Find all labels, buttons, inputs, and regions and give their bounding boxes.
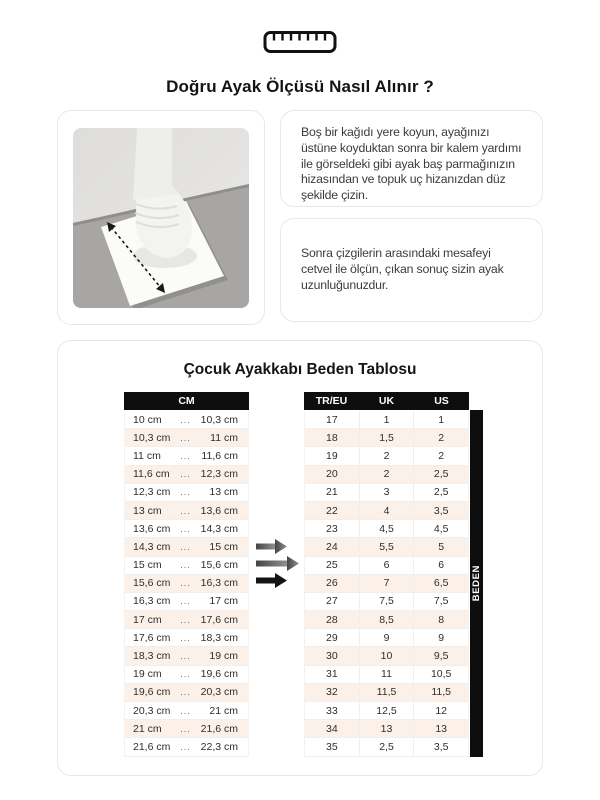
foot-measure-photo <box>73 128 249 308</box>
size-value-cell: 13 <box>413 720 468 737</box>
beden-side-label-text: BEDEN <box>471 565 482 602</box>
cm-to-value: 17,6 cm <box>200 613 238 626</box>
cm-separator: ... <box>180 560 191 571</box>
cm-table-header: CM <box>124 392 249 410</box>
cm-separator: ... <box>180 523 191 534</box>
size-value-cell: 6,5 <box>413 575 468 592</box>
size-value-cell: 4 <box>359 502 414 519</box>
size-value-cell: 2 <box>359 447 414 464</box>
cm-table-row <box>125 738 248 756</box>
cm-table-row <box>125 502 248 520</box>
size-value-cell: 20 <box>325 468 338 481</box>
cm-table-row <box>125 557 248 575</box>
instruction-step-1: Boş bir kağıdı yere koyun, ayağınızı üstüne koyduktan sonra bir kalem yardımı ile görseldeki gibi ayak baş parmağınızın hizasından ve topuk uç hizanızdan düz şekilde çizin. <box>280 110 543 207</box>
ruler-icon <box>263 30 337 59</box>
size-table-header-cell: TR/EU <box>315 395 348 407</box>
size-value-cell: 2,5 <box>359 738 414 755</box>
instruction-text-column <box>280 110 543 325</box>
cm-separator: ... <box>180 469 191 480</box>
size-value-cell: 6 <box>413 557 468 574</box>
size-value-cell: 21 <box>325 486 338 499</box>
cm-to-value: 14,3 cm <box>200 522 238 535</box>
size-table-row <box>305 557 468 575</box>
cm-from-value: 11 cm <box>133 449 161 462</box>
cm-to-value: 19 cm <box>209 650 238 663</box>
cm-to-value: 18,3 cm <box>200 631 238 644</box>
cm-from-value: 11,6 cm <box>133 468 170 481</box>
cm-separator: ... <box>180 450 191 461</box>
cm-from-value: 19 cm <box>133 668 162 681</box>
cm-to-value: 21 cm <box>209 704 238 717</box>
cm-to-value: 10,3 cm <box>200 413 238 426</box>
size-value-cell: 32 <box>325 686 338 699</box>
cm-table-row <box>125 647 248 665</box>
size-value-cell: 2 <box>413 447 468 464</box>
instruction-step-2: Sonra çizgilerin arasındaki mesafeyi cetvel ile ölçün, çıkan sonuç sizin ayak uzunluğunuzdur. <box>280 218 543 322</box>
cm-separator: ... <box>180 632 191 643</box>
cm-from-value: 17 cm <box>133 613 162 626</box>
cm-to-value: 11 cm <box>210 431 238 444</box>
size-value-cell: 19 <box>325 449 338 462</box>
cm-separator: ... <box>180 487 191 498</box>
cm-separator: ... <box>180 505 191 516</box>
cm-from-value: 15 cm <box>133 559 162 572</box>
size-value-cell: 26 <box>325 577 338 590</box>
size-value-cell: 4,5 <box>359 520 414 537</box>
size-value-cell: 5,5 <box>359 538 414 555</box>
measurement-instructions <box>57 110 543 325</box>
size-table-row <box>305 629 468 647</box>
cm-table-row <box>125 593 248 611</box>
beden-side-label <box>470 410 483 757</box>
cm-separator: ... <box>180 578 191 589</box>
cm-table-row <box>125 466 248 484</box>
size-table-row <box>305 720 468 738</box>
size-table-header-cell: US <box>434 395 449 407</box>
cm-table <box>124 392 249 757</box>
cm-separator: ... <box>180 596 191 607</box>
size-value-cell: 5 <box>413 538 468 555</box>
size-value-cell: 3 <box>359 484 414 501</box>
size-value-cell: 2,5 <box>413 484 468 501</box>
size-table-row <box>305 520 468 538</box>
size-value-cell: 29 <box>325 631 338 644</box>
size-table-row <box>305 647 468 665</box>
cm-separator: ... <box>180 414 191 425</box>
cm-from-value: 18,3 cm <box>133 650 171 663</box>
size-table-row <box>305 447 468 465</box>
cm-separator: ... <box>180 614 191 625</box>
size-value-cell: 2 <box>359 466 414 483</box>
cm-separator: ... <box>180 651 191 662</box>
size-table-row <box>305 684 468 702</box>
size-tables <box>58 341 542 775</box>
cm-table-row <box>125 520 248 538</box>
cm-table-row <box>125 720 248 738</box>
page-title: Doğru Ayak Ölçüsü Nasıl Alınır ? <box>166 77 434 96</box>
size-table-row <box>305 466 468 484</box>
size-value-cell: 25 <box>325 559 338 572</box>
size-table-header-cell: UK <box>378 395 395 407</box>
cm-separator: ... <box>180 541 191 552</box>
size-value-cell: 35 <box>325 740 338 753</box>
size-table-row <box>305 593 468 611</box>
size-value-cell: 11 <box>359 666 414 683</box>
size-value-cell: 33 <box>325 704 338 717</box>
cm-to-value: 20,3 cm <box>200 686 238 699</box>
size-value-cell: 23 <box>325 522 338 535</box>
size-value-cell: 7 <box>359 575 414 592</box>
cm-from-value: 15,6 cm <box>133 577 171 590</box>
cm-from-value: 13 cm <box>133 504 162 517</box>
foot-photo-card <box>57 110 265 325</box>
size-value-cell: 9 <box>413 629 468 646</box>
cm-from-value: 12,3 cm <box>133 486 171 499</box>
size-value-cell: 8,5 <box>359 611 414 628</box>
size-value-cell: 7,5 <box>413 593 468 610</box>
cm-table-row <box>125 666 248 684</box>
size-table-row <box>305 538 468 556</box>
cm-to-value: 15,6 cm <box>200 559 238 572</box>
size-value-cell: 34 <box>325 722 338 735</box>
size-table-row <box>305 411 468 429</box>
cm-from-value: 20,3 cm <box>133 704 171 717</box>
size-value-cell: 28 <box>325 613 338 626</box>
size-value-cell: 31 <box>325 668 338 681</box>
cm-to-value: 16,3 cm <box>200 577 238 590</box>
size-value-cell: 22 <box>325 504 338 517</box>
size-value-cell: 8 <box>413 611 468 628</box>
cm-table-row <box>125 684 248 702</box>
size-value-cell: 2 <box>413 429 468 446</box>
cm-to-value: 15 cm <box>209 540 238 553</box>
size-table-row <box>305 738 468 756</box>
size-table-row <box>305 484 468 502</box>
size-value-cell: 10 <box>359 647 414 664</box>
cm-to-value: 13 cm <box>209 486 238 499</box>
size-table-body <box>304 411 469 757</box>
size-table-row <box>305 666 468 684</box>
cm-from-value: 17,6 cm <box>133 631 171 644</box>
size-value-cell: 1,5 <box>359 429 414 446</box>
size-value-cell: 11,5 <box>359 684 414 701</box>
cm-table-row <box>125 538 248 556</box>
size-value-cell: 10,5 <box>413 666 468 683</box>
cm-to-value: 19,6 cm <box>200 668 238 681</box>
cm-to-value: 11,6 cm <box>201 449 238 462</box>
size-value-cell: 13 <box>359 720 414 737</box>
cm-to-value: 21,6 cm <box>200 722 238 735</box>
size-table <box>304 392 469 757</box>
size-chart-card <box>57 340 543 776</box>
size-value-cell: 1 <box>359 411 414 428</box>
cm-from-value: 14,3 cm <box>133 540 171 553</box>
size-value-cell: 27 <box>325 595 338 608</box>
cm-table-row <box>125 629 248 647</box>
size-value-cell: 9 <box>359 629 414 646</box>
cm-table-row <box>125 611 248 629</box>
size-value-cell: 9,5 <box>413 647 468 664</box>
cm-from-value: 21,6 cm <box>133 740 171 753</box>
cm-to-value: 13,6 cm <box>200 504 238 517</box>
size-table-row <box>305 575 468 593</box>
size-table-row <box>305 702 468 720</box>
cm-from-value: 16,3 cm <box>133 595 171 608</box>
cm-table-row <box>125 411 248 429</box>
cm-separator: ... <box>180 705 191 716</box>
size-table-row <box>305 611 468 629</box>
size-value-cell: 12,5 <box>359 702 414 719</box>
cm-separator: ... <box>180 432 191 443</box>
cm-from-value: 10,3 cm <box>133 431 171 444</box>
cm-table-row <box>125 484 248 502</box>
conversion-arrows-icon <box>254 539 302 589</box>
size-value-cell: 18 <box>325 431 338 444</box>
size-value-cell: 2,5 <box>413 466 468 483</box>
cm-separator: ... <box>180 669 191 680</box>
size-value-cell: 3,5 <box>413 502 468 519</box>
cm-separator: ... <box>180 687 191 698</box>
cm-to-value: 12,3 cm <box>200 468 238 481</box>
cm-table-body <box>124 411 249 757</box>
size-table-row <box>305 429 468 447</box>
size-value-cell: 3,5 <box>413 738 468 755</box>
cm-to-value: 17 cm <box>209 595 238 608</box>
cm-separator: ... <box>180 741 191 752</box>
cm-to-value: 22,3 cm <box>200 740 238 753</box>
cm-from-value: 21 cm <box>133 722 162 735</box>
size-value-cell: 7,5 <box>359 593 414 610</box>
cm-from-value: 19,6 cm <box>133 686 171 699</box>
size-chart-title: Çocuk Ayakkabı Beden Tablosu <box>183 361 417 378</box>
size-value-cell: 11,5 <box>413 684 468 701</box>
cm-table-row <box>125 702 248 720</box>
size-value-cell: 12 <box>413 702 468 719</box>
size-value-cell: 6 <box>359 557 414 574</box>
size-value-cell: 4,5 <box>413 520 468 537</box>
size-value-cell: 30 <box>325 650 338 663</box>
size-value-cell: 17 <box>325 413 338 426</box>
cm-table-row <box>125 429 248 447</box>
cm-separator: ... <box>180 723 191 734</box>
page-header <box>0 0 600 97</box>
size-value-cell: 1 <box>413 411 468 428</box>
cm-table-row <box>125 447 248 465</box>
size-table-header-row <box>304 392 469 410</box>
size-table-row <box>305 502 468 520</box>
size-value-cell: 24 <box>325 540 338 553</box>
cm-from-value: 13,6 cm <box>133 522 171 535</box>
cm-from-value: 10 cm <box>133 413 162 426</box>
cm-table-row <box>125 575 248 593</box>
